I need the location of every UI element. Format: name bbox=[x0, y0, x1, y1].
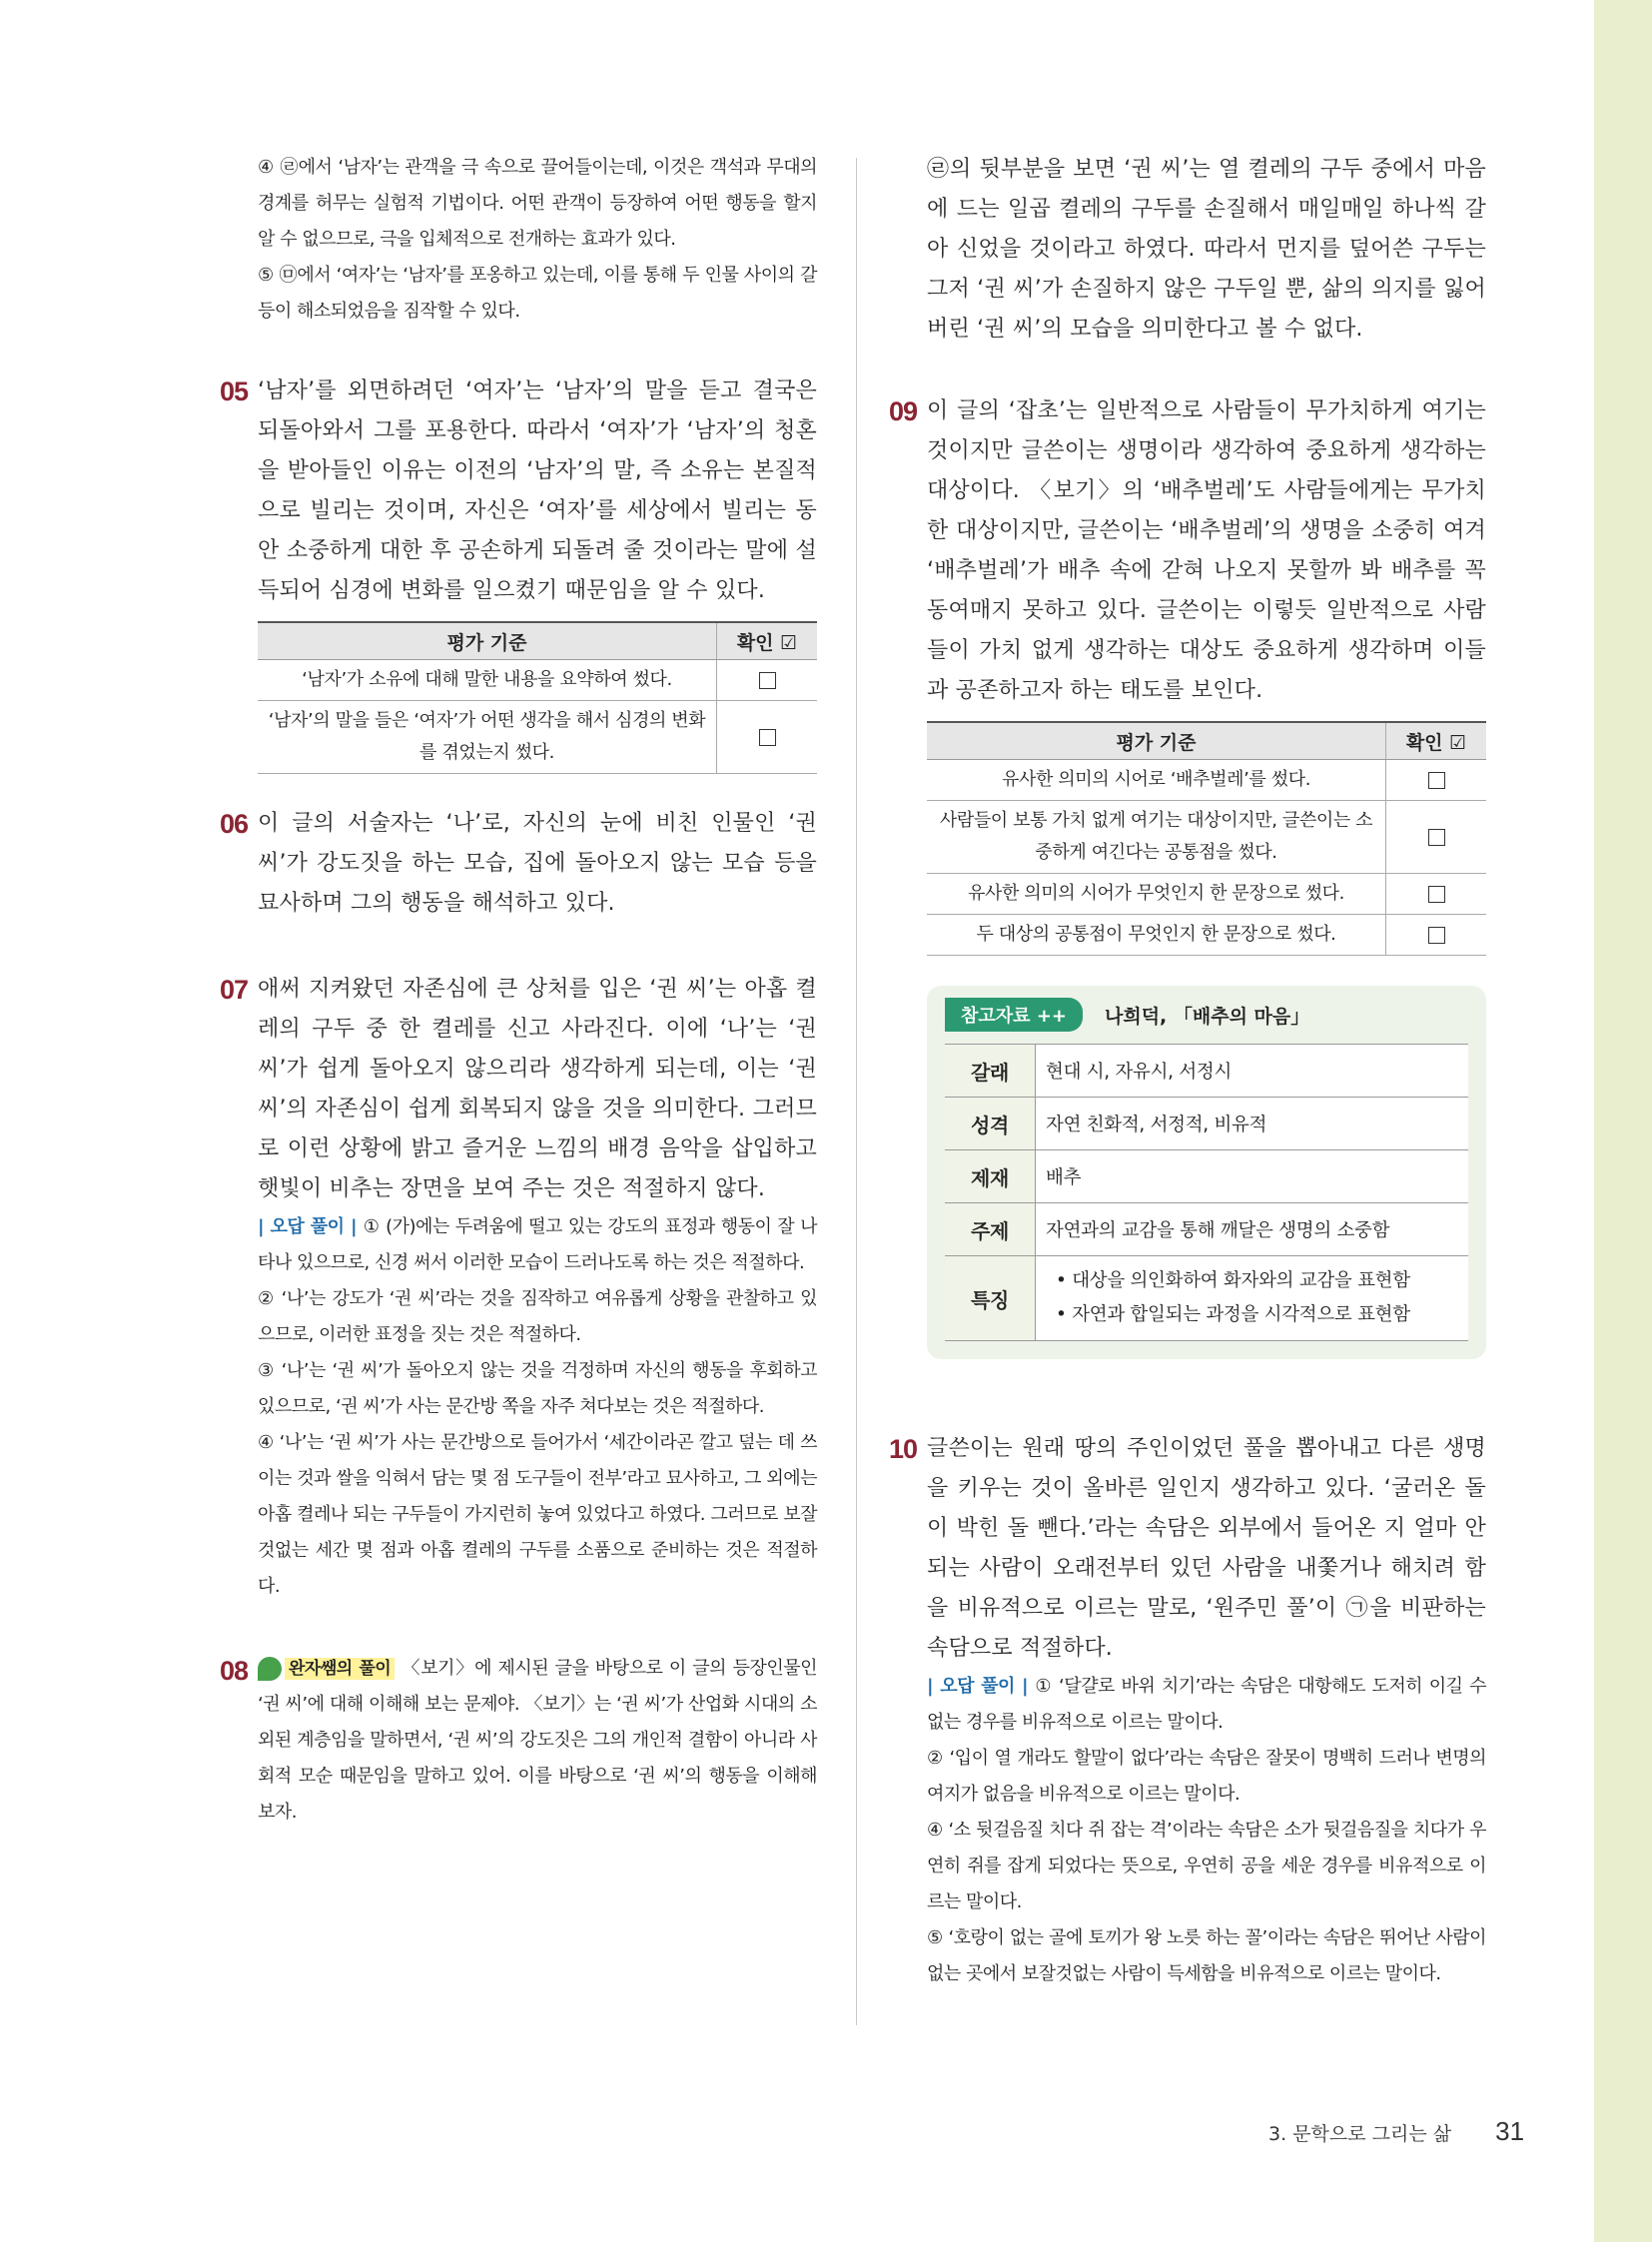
left-column bbox=[220, 150, 818, 1841]
table-row bbox=[945, 1045, 1468, 1098]
reference-key: 제재 bbox=[945, 1150, 1036, 1203]
wrong-answer-label: | 오답 풀이 | bbox=[927, 1676, 1029, 1697]
checkbox[interactable] bbox=[1428, 886, 1445, 903]
chapter-title: 3. 문학으로 그리는 삶 bbox=[1268, 2123, 1452, 2145]
question-text: 글쓴이는 원래 땅의 주인이었던 풀을 뽑아내고 다른 생명을 키우는 것이 올바른 일인지 생각하고 있다. ‘굴러온 돌이 박힌 돌 뺀다.’라는 속담은 외부에서 들어온 지 얼마 안 되는 사람이 오래전부터 있던 사람을 내쫓거나 해치려 함을 비유적으로 이르는 말로, ‘원주민 풀’이 ㉠을 비판하는 속담으로 적절하다. bbox=[927, 1436, 1486, 1661]
reference-key: 성격 bbox=[945, 1098, 1036, 1150]
reference-table bbox=[945, 1044, 1468, 1341]
table-row bbox=[945, 1203, 1468, 1256]
question-06 bbox=[220, 804, 817, 924]
wrong-answer-1: | 오답 풀이 | ① ‘달걀로 바위 치기’라는 속담은 대항해도 도저히 이길 수 없는 경우를 비유적으로 이르는 말이다. bbox=[927, 1676, 1487, 1733]
criteria-cell: ‘남자’의 말을 들은 ‘여자’가 어떤 생각을 해서 심경의 변화를 겪었는지 썼다. bbox=[258, 701, 717, 774]
criteria-cell: 사람들이 보통 가치 없게 여기는 대상이지만, 글쓴이는 소중하게 여긴다는 공통점을 썼다. bbox=[927, 801, 1386, 874]
table-row bbox=[945, 1098, 1468, 1150]
criteria-cell: 두 대상의 공통점이 무엇인지 한 문장으로 썼다. bbox=[927, 915, 1386, 956]
reference-box bbox=[927, 986, 1486, 1359]
question-08 bbox=[220, 1651, 817, 1831]
checkbox[interactable] bbox=[759, 672, 776, 689]
reference-value: 자연과의 교감을 통해 깨달은 생명의 소중함 bbox=[1036, 1203, 1469, 1256]
page-footer bbox=[1268, 2116, 1524, 2147]
check-header: 확인 ☑ bbox=[717, 622, 818, 660]
question-number: 09 bbox=[889, 396, 918, 426]
page-number: 31 bbox=[1495, 2116, 1525, 2146]
wrong-answer-1: | 오답 풀이 | ① (가)에는 두려움에 떨고 있는 강도의 표정과 행동이 잘 나타나 있으므로, 신경 써서 이러한 모습이 드러나도록 하는 것은 적절하다. bbox=[258, 1216, 818, 1273]
right-intro: ㉣의 뒷부분을 보면 ‘권 씨’는 열 켤레의 구두 중에서 마음에 드는 일곱 켤레의 구두를 손질해서 매일매일 하나씩 갈아 신었을 것이라고 하였다. 따라서 먼지를 덮어쓴 구두는 그저 ‘권 씨’가 손질하지 않은 구두일 뿐, 삶의 의지를 잃어버린 ‘권 씨’의 모습을 의미한다고 볼 수 없다. bbox=[927, 157, 1486, 342]
question-09 bbox=[889, 391, 1486, 956]
checkbox[interactable] bbox=[759, 729, 776, 746]
checkbox[interactable] bbox=[1428, 772, 1445, 789]
reference-key: 특징 bbox=[945, 1256, 1036, 1341]
table-row bbox=[927, 760, 1486, 801]
table-row bbox=[927, 915, 1486, 956]
question-10 bbox=[889, 1429, 1487, 1992]
wrong-answer-5: ⑤ ‘호랑이 없는 골에 토끼가 왕 노릇 하는 꼴’이라는 속담은 뛰어난 사람이 없는 곳에서 보잘것없는 사람이 득세함을 비유적으로 이르는 말이다. bbox=[927, 1927, 1486, 1984]
reference-key: 갈래 bbox=[945, 1045, 1036, 1098]
evaluation-table bbox=[258, 621, 817, 774]
criteria-cell: 유사한 의미의 시어로 ‘배추벌레’를 썼다. bbox=[927, 760, 1386, 801]
question-05 bbox=[220, 372, 817, 774]
criteria-header: 평가 기준 bbox=[258, 622, 717, 660]
column-divider bbox=[856, 158, 857, 2025]
wrong-answer-label: | 오답 풀이 | bbox=[258, 1216, 358, 1237]
left-intro-5: ⑤ ㉤에서 ‘여자’는 ‘남자’를 포옹하고 있는데, 이를 통해 두 인물 사이의 갈등이 해소되었음을 짐작할 수 있다. bbox=[258, 265, 817, 322]
question-number: 05 bbox=[220, 376, 249, 406]
tutor-label: 완자쌤의 풀이 bbox=[285, 1658, 395, 1680]
reference-value: 자연 친화적, 서정적, 비유적 bbox=[1036, 1098, 1469, 1150]
question-number: 08 bbox=[220, 1656, 249, 1686]
feature-item: • 자연과 합일되는 과정을 시각적으로 표현함 bbox=[1056, 1304, 1410, 1325]
reference-value: 배추 bbox=[1036, 1150, 1469, 1203]
reference-badge: 참고자료 ++ bbox=[945, 998, 1083, 1032]
reference-key: 주제 bbox=[945, 1203, 1036, 1256]
evaluation-table bbox=[927, 721, 1486, 956]
question-number: 07 bbox=[220, 975, 249, 1005]
check-header: 확인 ☑ bbox=[1386, 722, 1487, 760]
question-07 bbox=[220, 970, 818, 1605]
checkbox[interactable] bbox=[1428, 927, 1445, 944]
question-number: 10 bbox=[889, 1434, 918, 1464]
table-row bbox=[927, 801, 1486, 874]
question-text: ‘남자’를 외면하려던 ‘여자’는 ‘남자’의 말을 듣고 결국은 되돌아와서 그를 포용한다. 따라서 ‘여자’가 ‘남자’의 청혼을 받아들인 이유는 이전의 ‘남자’의 말, 즉 소유는 본질적으로 빌리는 것이며, 자신은 ‘여자’를 세상에서 빌리는 동안 소중하게 대한 후 공손하게 되돌려 줄 것이라는 말에 설득되어 심경에 변화를 일으켰기 때문임을 알 수 있다. bbox=[258, 378, 817, 603]
checkbox[interactable] bbox=[1428, 829, 1445, 846]
feature-item: • 대상을 의인화하여 화자와의 교감을 표현함 bbox=[1056, 1270, 1410, 1291]
wrong-answer-3: ③ ‘나’는 ‘권 씨’가 돌아오지 않는 것을 걱정하며 자신의 행동을 후회하고 있으므로, ‘권 씨’가 사는 문간방 쪽을 자주 쳐다보는 것은 적절하다. bbox=[258, 1360, 817, 1417]
leaf-icon bbox=[258, 1657, 282, 1681]
table-row bbox=[927, 874, 1486, 915]
question-text: 이 글의 서술자는 ‘나’로, 자신의 눈에 비친 인물인 ‘권 씨’가 강도짓을 하는 모습, 집에 돌아오지 않는 모습 등을 묘사하며 그의 행동을 해석하고 있다. bbox=[258, 811, 817, 916]
wrong-answer-2: ② ‘입이 열 개라도 할말이 없다’라는 속담은 잘못이 명백히 드러나 변명의 여지가 없음을 비유적으로 이르는 말이다. bbox=[927, 1748, 1486, 1805]
question-text: 완자쌤의 풀이 〈보기〉에 제시된 글을 바탕으로 이 글의 등장인물인 ‘권 씨’에 대해 이해해 보는 문제야. 〈보기〉는 ‘권 씨’가 산업화 시대의 소외된 계층임을 말하면서, ‘권 씨’의 강도짓은 그의 개인적 결함이 아니라 사회적 모순 때문임을 말하고 있어. 이를 바탕으로 ‘권 씨’의 행동을 이해해 보자. bbox=[258, 1658, 817, 1823]
left-intro-4: ④ ㉣에서 ‘남자’는 관객을 극 속으로 끌어들이는데, 이것은 객석과 무대의 경계를 허무는 실험적 기법이다. 어떤 관객이 등장하여 어떤 행동을 할지 알 수 없으므로, 극을 입체적으로 전개하는 효과가 있다. bbox=[258, 157, 817, 250]
wrong-answer-2: ② ‘나’는 강도가 ‘권 씨’라는 것을 짐작하고 여유롭게 상황을 관찰하고 있으므로, 이러한 표정을 짓는 것은 적절하다. bbox=[258, 1288, 817, 1345]
side-color-strip bbox=[1594, 0, 1652, 2242]
table-row bbox=[945, 1150, 1468, 1203]
question-text: 애써 지켜왔던 자존심에 큰 상처를 입은 ‘권 씨’는 아홉 켤레의 구두 중 한 켤레를 신고 사라진다. 이에 ‘나’는 ‘권 씨’가 쉽게 돌아오지 않으리라 생각하게 되는데, 이는 ‘권 씨’의 자존심이 쉽게 회복되지 않을 것을 의미한다. 그러므로 이런 상황에 밝고 즐거운 느낌의 배경 음악을 삽입하고 햇빛이 비추는 장면을 보여 주는 것은 적절하지 않다. bbox=[258, 977, 817, 1201]
table-row bbox=[258, 701, 817, 774]
reference-title: 나희덕, 「배추의 마음」 bbox=[1104, 1005, 1310, 1028]
wrong-answer-4: ④ ‘소 뒷걸음질 치다 쥐 잡는 격’이라는 속담은 소가 뒷걸음질을 치다가 우연히 쥐를 잡게 되었다는 뜻으로, 우연히 공을 세운 경우를 비유적으로 이르는 말이다. bbox=[927, 1820, 1486, 1912]
table-row bbox=[945, 1256, 1468, 1341]
criteria-cell: ‘남자’가 소유에 대해 말한 내용을 요약하여 썼다. bbox=[258, 660, 717, 701]
criteria-header: 평가 기준 bbox=[927, 722, 1386, 760]
table-row bbox=[258, 660, 817, 701]
reference-value: 현대 시, 자유시, 서정시 bbox=[1036, 1045, 1469, 1098]
question-number: 06 bbox=[220, 809, 249, 839]
criteria-cell: 유사한 의미의 시어가 무엇인지 한 문장으로 썼다. bbox=[927, 874, 1386, 915]
question-text: 이 글의 ‘잡초’는 일반적으로 사람들이 무가치하게 여기는 것이지만 글쓴이는 생명이라 생각하여 중요하게 생각하는 대상이다. 〈보기〉의 ‘배추벌레’도 사람들에게는 무가치한 대상이지만, 글쓴이는 ‘배추벌레’의 생명을 소중히 여겨 ‘배추벌레’가 배추 속에 갇혀 나오지 못할까 봐 배추를 꼭 동여매지 못하고 있다. 글쓴이는 이렇듯 일반적으로 사람들이 가치 없게 생각하는 대상도 중요하게 생각하며 이들과 공존하고자 하는 태도를 보인다. bbox=[927, 398, 1486, 703]
wrong-answer-4: ④ ‘나’는 ‘권 씨’가 사는 문간방으로 들어가서 ‘세간이라곤 깔고 덮는 데 쓰이는 것과 쌀을 익혀서 담는 몇 점 도구들이 전부’라고 묘사하고, 그 외에는 아홉 켤레나 되는 구두들이 가지런히 놓여 있었다고 하였다. 그러므로 보잘것없는 세간 몇 점과 아홉 켤레의 구두를 소품으로 준비하는 것은 적절하다. bbox=[258, 1432, 817, 1597]
right-column bbox=[889, 150, 1487, 2002]
